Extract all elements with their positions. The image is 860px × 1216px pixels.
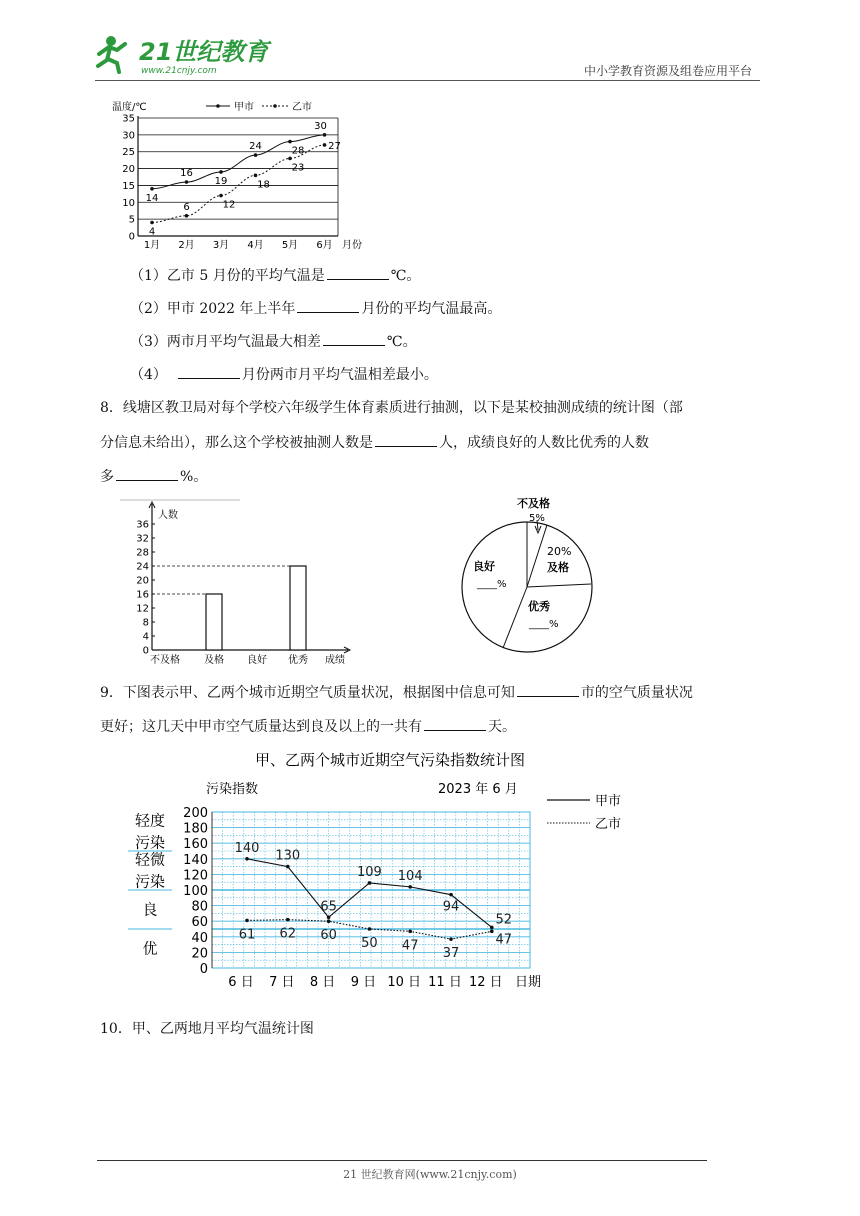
chart1-data-point — [219, 170, 223, 174]
chart2-y-axis-label: 人数 — [158, 510, 178, 521]
chart1-data-point — [150, 221, 154, 225]
q7-answer-blank-4[interactable] — [178, 364, 240, 379]
chart4-data-point — [449, 937, 453, 941]
chart2-x-tick-label: 优秀 — [288, 655, 308, 666]
chart4-band-label: 轻微 — [134, 850, 166, 869]
chart1-data-point — [323, 133, 327, 137]
chart1-x-tick-label: 6月 — [316, 240, 333, 251]
chart4-data-label: 60 — [320, 928, 337, 944]
chart4-y-tick-label: 140 — [183, 852, 208, 868]
q7-answer-blank-2[interactable] — [297, 298, 359, 313]
chart4-band-label: 良 — [142, 900, 158, 919]
chart1-data-point — [323, 143, 327, 147]
logo-main-text: 21世纪教育 — [139, 38, 269, 66]
chart4-band-label: 轻度 — [134, 811, 166, 830]
chart4-x-ticks — [228, 975, 502, 990]
chart4-data-point — [408, 930, 412, 934]
chart2-bar — [206, 594, 222, 650]
q10-title: 10．甲、乙两地月平均气温统计图 — [100, 1021, 314, 1037]
chart2-bar — [290, 566, 306, 650]
chart4-data-label: 47 — [495, 932, 513, 948]
chart1-x-ticks — [144, 239, 333, 251]
runner-logo-icon — [95, 32, 295, 76]
chart4-data-point — [286, 918, 290, 922]
chart4-y-tick-label: 80 — [191, 899, 208, 915]
chart2-x-axis-label: 成绩 — [325, 655, 345, 666]
chart1-x-tick-label: 3月 — [212, 240, 230, 251]
chart4-data-point — [490, 930, 494, 934]
temperature-line-chart — [110, 96, 380, 256]
chart1-y-tick-label: 5 — [128, 214, 135, 226]
chart4-y-tick-label: 20 — [191, 946, 208, 962]
chart1-y-tick-label: 10 — [122, 197, 135, 209]
chart4-y-tick-label: 0 — [199, 962, 208, 977]
chart1-y-tick-label: 15 — [122, 180, 135, 192]
chart4-data-label: 109 — [356, 864, 382, 880]
q7-answer-blank-3[interactable] — [323, 331, 385, 346]
chart1-data-point — [254, 174, 258, 178]
chart4-x-tick-label: 7 日 — [269, 975, 295, 990]
chart4-y-tick-label: 200 — [183, 806, 208, 821]
chart1-data-label: 12 — [222, 199, 236, 211]
chart2-y-tick-label: 20 — [136, 575, 149, 587]
chart2-reference-lines — [152, 566, 290, 594]
chart1-data-point — [185, 214, 189, 218]
chart4-data-point — [449, 893, 453, 897]
chart1-data-point — [185, 180, 189, 184]
chart1-data-label: 27 — [328, 140, 341, 152]
chart4-y-tick-label: 40 — [191, 930, 208, 946]
chart4-band-label: 污染 — [134, 833, 166, 852]
pie-value-pass: 20% — [547, 545, 572, 558]
chart1-data-label: 19 — [214, 175, 228, 187]
chart1-x-tick-label: 5月 — [281, 240, 299, 251]
chart2-y-tick-label: 28 — [136, 547, 149, 559]
chart1-data-label: 23 — [291, 162, 305, 174]
pie-label-good: 良好 — [473, 560, 495, 573]
chart4-data-label: 47 — [401, 938, 419, 954]
chart4-data-label: 61 — [238, 927, 256, 943]
chart1-x-axis-label: 月份 — [342, 240, 362, 251]
footer-text[interactable]: 21 世纪教育网(www.21cnjy.com) — [343, 1168, 517, 1181]
chart4-x-tick-label: 12 日 — [468, 975, 503, 990]
chart2-y-tick-label: 4 — [142, 631, 149, 643]
chart1-x-tick-label: 4月 — [247, 240, 264, 251]
grade-bar-chart — [120, 498, 370, 670]
header-platform-text: 中小学教育资源及组卷应用平台 — [583, 64, 752, 78]
chart4-data-point — [327, 916, 331, 920]
chart4-data-label: 62 — [279, 926, 297, 942]
chart4-band-label: 优 — [142, 939, 158, 958]
chart1-data-label: 6 — [183, 201, 190, 213]
chart1-legend-jia: 甲市 — [234, 102, 254, 113]
chart4-x-tick-label: 11 日 — [428, 975, 462, 990]
chart4-x-tick-label: 8 日 — [309, 975, 336, 990]
chart4-quality-bands — [128, 812, 172, 958]
chart4-data-point — [368, 927, 372, 931]
chart2-y-tick-label: 8 — [142, 617, 149, 629]
chart4-y-tick-label: 180 — [183, 821, 208, 837]
grade-pie-chart — [455, 488, 605, 664]
q8-line2: 分信息未给出），那么这个学校被抽测人数是 人，成绩良好的人数比优秀的人数 — [100, 432, 649, 453]
chart1-legend-yi: 乙市 — [292, 102, 312, 113]
chart1-data-point — [254, 153, 258, 157]
q7-part1: （1）乙市 5 月份的平均气温是 ℃。 — [130, 265, 420, 286]
q7-part4: （4） 月份两市月平均气温相差最小。 — [130, 364, 438, 385]
chart4-data-point — [245, 857, 249, 861]
chart1-data-point — [288, 157, 292, 161]
chart1-y-tick-label: 25 — [122, 147, 135, 159]
q7-answer-blank-1[interactable] — [327, 265, 389, 280]
chart1-y-tick-label: 35 — [122, 113, 135, 125]
chart1-x-tick-label: 2月 — [178, 240, 195, 251]
chart4-data-point — [490, 926, 494, 930]
chart4-data-point — [286, 865, 290, 869]
chart4-data-point — [245, 919, 249, 923]
chart1-series — [146, 121, 341, 238]
chart4-data-point — [327, 919, 331, 923]
pie-label-fail: 不及格 — [517, 497, 550, 510]
footer-divider — [97, 1160, 707, 1161]
chart1-data-label: 24 — [249, 141, 262, 153]
chart4-data-label: 130 — [275, 848, 301, 864]
chart4-x-axis-label: 日期 — [515, 975, 542, 990]
chart4-y-ticks — [183, 806, 208, 977]
q9-answer-blank-2[interactable] — [424, 716, 486, 731]
chart1-data-label: 16 — [180, 168, 193, 180]
chart4-y-tick-label: 100 — [183, 884, 208, 899]
chart4-y-tick-label: 160 — [183, 837, 208, 853]
chart1-y-axis-label: 温度/℃ — [112, 102, 147, 113]
chart4-title: 甲、乙两个城市近期空气污染指数统计图 — [255, 751, 526, 769]
chart1-y-ticks — [122, 114, 135, 243]
chart1-y-tick-label: 20 — [122, 164, 135, 176]
chart4-y-tick-label: 60 — [191, 915, 208, 931]
chart4-data-point — [408, 885, 412, 889]
q9-answer-blank-1[interactable] — [517, 682, 579, 697]
page-header — [95, 28, 760, 81]
chart1-data-point — [219, 194, 223, 198]
q9-line1: 9．下图表示甲、乙两个城市近期空气质量状况，根据图中信息可知 市的空气质量状况 — [100, 682, 693, 703]
chart2-x-tick-label: 及格 — [204, 655, 224, 666]
chart1-series-line — [152, 145, 325, 223]
chart1-gridlines — [138, 116, 338, 236]
chart4-data-label: 65 — [320, 899, 337, 915]
q8-answer-blank-2[interactable] — [116, 466, 178, 481]
chart2-y-tick-label: 12 — [136, 603, 149, 615]
logo-sub-text: www.21cnjy.com — [141, 66, 217, 76]
chart1-data-label: 14 — [145, 192, 159, 204]
pie-value-fail: 5% — [529, 513, 545, 524]
chart2-y-tick-label: 0 — [142, 645, 149, 657]
chart2-axes — [149, 502, 350, 653]
chart2-x-tick-label: 不及格 — [150, 655, 180, 666]
pie-value-excellent: ____% — [529, 619, 559, 630]
pie-label-excellent: 优秀 — [528, 600, 550, 613]
pie-value-good: ____% — [477, 579, 507, 590]
chart2-x-tick-label: 良好 — [247, 655, 267, 666]
chart4-data-label: 50 — [361, 936, 378, 951]
q8-answer-blank-1[interactable] — [375, 432, 437, 447]
chart4-y-axis-label: 污染指数 — [206, 782, 259, 797]
chart4-x-tick-label: 6 日 — [228, 975, 254, 990]
chart1-data-label: 4 — [148, 226, 156, 238]
chart4-x-tick-label: 10 日 — [387, 975, 422, 990]
site-logo[interactable] — [95, 32, 295, 76]
chart4-legend-yi: 乙市 — [595, 817, 622, 832]
chart2-bars — [206, 566, 306, 650]
chart4-data-label: 94 — [442, 899, 460, 915]
chart1-legend — [206, 100, 312, 113]
chart2-y-tick-label: 32 — [136, 533, 149, 545]
air-pollution-line-chart — [110, 745, 650, 997]
chart1-data-label: 30 — [314, 120, 327, 132]
chart2-y-tick-label: 36 — [136, 519, 149, 531]
chart2-x-ticks — [150, 653, 308, 666]
chart4-legend — [547, 794, 621, 832]
chart4-y-tick-label: 120 — [183, 868, 208, 884]
q8-line1: 8．线塘区教卫局对每个学校六年级学生体育素质进行抽测，以下是某校抽测成绩的统计图（部 — [100, 400, 683, 416]
chart4-data-point — [368, 881, 372, 885]
chart1-y-tick-label: 30 — [122, 130, 135, 142]
chart4-data-label: 37 — [442, 946, 460, 962]
chart4-data-label: 140 — [234, 840, 260, 856]
chart4-x-tick-label: 9 日 — [350, 975, 377, 990]
pie-label-pass: 及格 — [547, 561, 569, 574]
chart4-band-label: 污染 — [134, 872, 166, 891]
chart1-x-tick-label: 1月 — [143, 240, 161, 251]
chart2-y-tick-label: 24 — [136, 561, 149, 573]
chart4-subtitle: 2023 年 6 月 — [438, 782, 518, 797]
chart4-data-label: 104 — [397, 868, 423, 884]
chart2-y-tick-label: 16 — [136, 589, 149, 601]
chart1-data-point — [288, 140, 292, 144]
q9-line2: 更好；这几天中甲市空气质量达到良及以上的一共有 天。 — [100, 716, 516, 737]
q7-part3: （3）两市月平均气温最大相差 ℃。 — [130, 331, 417, 352]
q7-part2: （2）甲市 2022 年上半年 月份的平均气温最高。 — [130, 298, 501, 319]
chart1-data-label: 28 — [291, 145, 305, 157]
chart1-y-tick-label: 0 — [128, 231, 135, 243]
chart4-legend-jia: 甲市 — [595, 794, 622, 809]
chart1-data-label: 18 — [257, 179, 270, 191]
q8-line3: 多 %。 — [100, 466, 207, 487]
chart1-data-point — [150, 187, 154, 191]
chart4-data-label: 52 — [495, 912, 513, 928]
